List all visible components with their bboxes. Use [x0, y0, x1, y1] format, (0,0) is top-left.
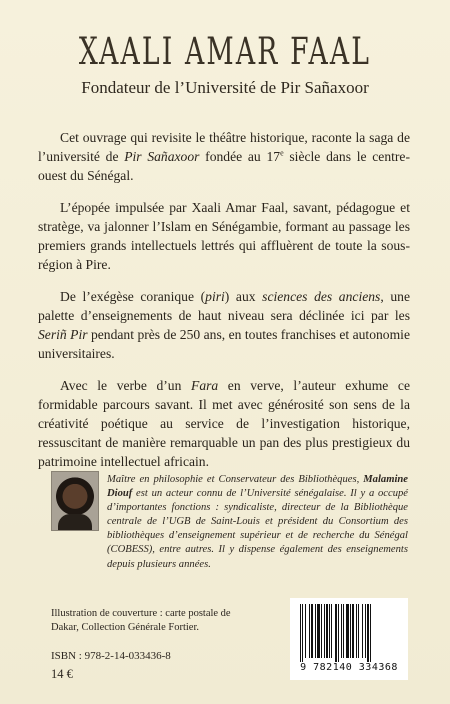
barcode-bar [338, 604, 339, 662]
barcode-digits: 9 782140 334368 [300, 662, 398, 673]
text-run: De l’exégèse coranique ( [60, 289, 206, 304]
book-subtitle: Fondateur de l’Université de Pir Sañaxoor [81, 78, 369, 97]
isbn: ISBN : 978-2-14-033436-8 [51, 650, 171, 662]
blurb-paragraph-2: L’épopée impulsée par Xaali Amar Faal, savant, pédagogue et stratège, va jalonner l’Islam en Sénégambie, formant au passage les premiers grands intellectuels lettrés qui affluèrent de toute la sous-région à Pire. [38, 200, 410, 272]
author-photo [51, 471, 99, 531]
blurb [38, 128, 410, 484]
barcode-bar [365, 604, 366, 658]
text-run: Cet ouvrage qui revisite le théâtre historique, raconte la saga de l’université de [38, 130, 410, 164]
barcode-bar [302, 604, 303, 662]
text-run: fondée au 17 [199, 149, 281, 164]
text-run: en verve, l’auteur exhume ce formidable parcours savant. Il met avec générosité son sens de la créativité poétique au service de l’investigation historique, ressuscitant de manière remarquable un pan des plus prestigieux du patrimoine intellectuel africain. [38, 378, 411, 469]
barcode-bar [343, 604, 344, 658]
price: 14 € [51, 667, 73, 681]
barcode-bar [331, 604, 332, 658]
barcode-bar [317, 604, 320, 658]
cover-illustration-credit: Illustration de couverture : carte postale de Dakar, Collection Générale Fortier. [51, 608, 231, 633]
barcode-bar [335, 604, 337, 662]
barcode-bar [311, 604, 313, 658]
barcode-bar [309, 604, 310, 658]
italic-run: Pir Sañaxoor [124, 149, 200, 164]
blurb-paragraph-1 [38, 128, 410, 185]
barcode-bar [356, 604, 357, 658]
text-run: ) aux [224, 289, 263, 304]
barcode-bar [352, 604, 354, 658]
barcode-bar [370, 604, 371, 662]
italic-run: Fara [191, 378, 219, 393]
author-bio [107, 473, 408, 572]
book-title: XAALI AMAR FAAL [78, 30, 372, 73]
text-run: siècle dans le centre-ouest du Sénégal. [38, 149, 410, 183]
text-run: , une palette d’enseignements de haut niveau sera déclinée ici par les [38, 289, 410, 323]
italic-run: piri [205, 289, 225, 304]
author-name: Malamine Diouf [107, 474, 408, 500]
superscript: e [280, 148, 284, 158]
barcode-bar [341, 604, 342, 658]
text-run: est un acteur connu de l’Université sénégalaise. Il y a occupé d’importantes fonctions : syndicaliste, directeur de la Bibliothèque centrale de l’UGB de Saint-Louis et président du Consortium des bibliothèques d’enseignement supérieur et de recherche du Sénégal (COBESS), entre autres. Il y dispense également des enseignements depuis plusieurs années. [107, 488, 408, 570]
barcode-bar [329, 604, 330, 658]
barcode-bar [350, 604, 351, 658]
author-photo-shirt [58, 514, 92, 530]
barcode-bar [326, 604, 328, 658]
barcode-bar [346, 604, 349, 658]
barcode [290, 598, 408, 680]
barcode-bar [324, 604, 325, 658]
italic-run: Seriñ Pir [38, 327, 88, 342]
barcode-bar [358, 604, 359, 658]
text-run: Avec le verbe d’un [60, 378, 192, 393]
barcode-bar [315, 604, 316, 658]
barcode-bars [298, 604, 400, 662]
text-run: Maître en philosophie et Conservateur des Bibliothèques, [107, 474, 364, 485]
barcode-bar [362, 604, 363, 658]
barcode-bar [321, 604, 322, 658]
barcode-bar [305, 604, 306, 658]
text-run: pendant près de 250 ans, en toutes franchises et autonomie universitaires. [38, 327, 410, 361]
barcode-bar [300, 604, 301, 662]
blurb-paragraph-3 [38, 287, 410, 363]
italic-run: sciences des anciens [262, 289, 381, 304]
blurb-paragraph-4 [38, 376, 410, 471]
barcode-bar [367, 604, 369, 662]
